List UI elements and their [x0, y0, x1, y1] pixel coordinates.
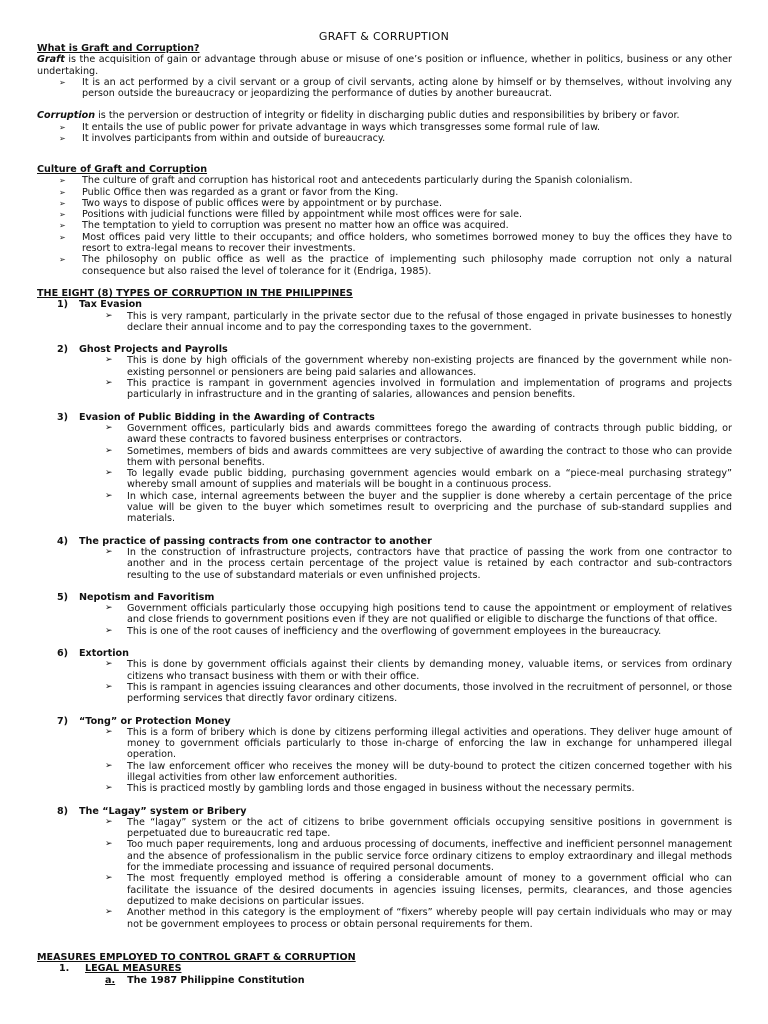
corruption-type-number: 2) — [57, 344, 69, 356]
intro-section — [37, 43, 732, 144]
bullet-point — [37, 355, 732, 378]
arrow-bullet-icon: ➢ — [105, 873, 113, 884]
corruption-def-text: is the perversion or destruction of integrity or fidelity in discharging public duties and responsibilities by bribery or favor. — [95, 110, 680, 122]
corruption-type-points — [37, 603, 732, 637]
bullet-text: This is a form of bribery which is done by citizens performing illegal activities and operations. They deliver huge amount of money to government officials particularly to those in-charge of enforcing the law in exchange for unhampered illegal operation. — [127, 726, 732, 761]
arrow-bullet-icon: ➢ — [59, 221, 66, 231]
graft-points — [37, 77, 732, 100]
corruption-type-number: 6) — [57, 648, 69, 660]
corruption-type-heading — [37, 648, 732, 659]
arrow-bullet-icon: ➢ — [105, 659, 113, 670]
corruption-points — [37, 122, 732, 145]
corruption-type-points — [37, 311, 732, 334]
corruption-type-heading — [37, 412, 732, 423]
corruption-type-title: Ghost Projects and Payrolls — [79, 344, 228, 356]
measures-heading: MEASURES EMPLOYED TO CONTROL GRAFT & CORRUPTION — [37, 952, 356, 963]
bullet-point — [37, 783, 732, 794]
corruption-type-title: Evasion of Public Bidding in the Awarding of Contracts — [79, 411, 375, 423]
bullet-point — [37, 491, 732, 525]
bullet-point — [37, 727, 732, 761]
arrow-bullet-icon: ➢ — [105, 726, 113, 737]
corruption-type-item — [37, 299, 732, 333]
arrow-bullet-icon: ➢ — [105, 355, 113, 366]
culture-section — [37, 164, 732, 277]
bullet-point — [37, 446, 732, 469]
corruption-term: Corruption — [37, 110, 96, 122]
corruption-type-heading — [37, 592, 732, 603]
bullet-point — [37, 311, 732, 334]
bullet-text: Most offices paid very little to their occupants; and office holders, who sometimes borrowed money to buy the offices they have to resort to extra-legal means to recover their investments. — [82, 231, 732, 255]
arrow-bullet-icon: ➢ — [105, 310, 113, 321]
arrow-bullet-icon: ➢ — [59, 77, 66, 87]
bullet-point — [37, 220, 732, 231]
arrow-bullet-icon: ➢ — [59, 134, 66, 144]
arrow-bullet-icon: ➢ — [105, 546, 113, 557]
bullet-text: It entails the use of public power for private advantage in ways which transgresses some formal rule of law. — [82, 121, 601, 133]
graft-def-text: is the acquisition of gain or advantage through abuse or misuse of one’s position or influence, whether in politics, business or any other undertaking. — [37, 54, 732, 77]
bullet-point — [37, 547, 732, 581]
bullet-text: Too much paper requirements, long and arduous processing of documents, ineffective and inefficient personnel management and the absence of professionalism in the public service force ordinary citizens to employ extraordinary and illegal methods for the immediate processing and issuance of required personal documents. — [127, 839, 732, 874]
corruption-type-title: “Tong” or Protection Money — [79, 715, 231, 727]
bullet-point — [37, 423, 732, 446]
corruption-type-points — [37, 547, 732, 581]
arrow-bullet-icon: ➢ — [59, 255, 66, 265]
document-title: GRAFT & CORRUPTION — [318, 30, 450, 43]
constitution-num: a. — [105, 974, 116, 986]
types-section — [37, 288, 732, 930]
culture-points — [37, 175, 732, 277]
corruption-type-points — [37, 659, 732, 704]
arrow-bullet-icon: ➢ — [59, 232, 66, 242]
corruption-type-points — [37, 727, 732, 795]
corruption-type-heading — [37, 299, 732, 310]
bullet-text: The temptation to yield to corruption was present no matter how an office was acquired. — [82, 220, 509, 232]
bullet-text: The culture of graft and corruption has historical root and antecedents particularly during the Spanish colonialism. — [82, 175, 633, 187]
bullet-text: Public Office then was regarded as a grant or favor from the King. — [82, 186, 399, 198]
bullet-point — [37, 626, 732, 637]
arrow-bullet-icon: ➢ — [105, 445, 113, 456]
corruption-type-heading — [37, 806, 732, 817]
bullet-text: Sometimes, members of bids and awards committees are very subjective of awarding the contract to those who can provide them with personal benefits. — [127, 445, 732, 468]
corruption-type-title: The “Lagay” system or Bribery — [79, 805, 247, 817]
bullet-text: Another method in this category is the employment of “fixers” whereby people will pay certain individuals who may or may not be government employees to process or obtain personal requirements for them. — [127, 907, 732, 930]
corruption-type-item — [37, 536, 732, 581]
legal-measures-item — [37, 963, 732, 974]
bullet-text: Government officials particularly those occupying high positions tend to cause the appointment or employment of relatives and close friends to government positions even if they are not qualified or eligible to discharge the functions of that office. — [127, 603, 732, 626]
corruption-type-item — [37, 412, 732, 525]
bullet-text: This is done by high officials of the government whereby non-existing projects are financed by the government while non-existing personnel or pensioners are being paid salaries and allowances. — [127, 355, 732, 378]
bullet-text: This is practiced mostly by gambling lords and those engaged in business without the necessary permits. — [127, 783, 635, 795]
arrow-bullet-icon: ➢ — [105, 783, 113, 794]
bullet-point — [37, 122, 732, 133]
bullet-point — [37, 873, 732, 907]
arrow-bullet-icon: ➢ — [59, 198, 66, 208]
bullet-point — [37, 209, 732, 220]
corruption-type-points — [37, 817, 732, 930]
bullet-point — [37, 187, 732, 198]
corruption-type-item — [37, 648, 732, 704]
constitution-title: The 1987 Philippine Constitution — [127, 974, 305, 986]
corruption-type-title: Nepotism and Favoritism — [79, 591, 215, 603]
graft-definition — [37, 54, 732, 77]
corruption-type-number: 8) — [57, 805, 69, 817]
bullet-text: Government offices, particularly bids and awards committees forego the awarding of contracts through public bidding, or award these contracts to favored business enterprises or contractors. — [127, 422, 732, 446]
bullet-text: This is done by government officials against their clients by demanding money, valuable items, or services from ordinary citizens who transact business with them or with their office. — [127, 659, 732, 682]
constitution-item — [37, 975, 732, 986]
bullet-point — [37, 232, 732, 255]
bullet-point — [37, 254, 732, 277]
bullet-text: The most frequently employed method is offering a considerable amount of money to a government official who can facilitate the issuance of the desired documents in agencies issuing licenses, permits, clearances, and those agencies deputized to make decisions on particular issues. — [127, 873, 732, 907]
bullet-text: Positions with judicial functions were filled by appointment while most offices were for sale. — [82, 209, 523, 221]
corruption-type-points — [37, 355, 732, 400]
bullet-text: To legally evade public bidding, purchasing government agencies would embark on a “piece-meal purchasing strategy” whereby small amount of supplies and materials will be bought in a continuous process. — [127, 468, 732, 491]
corruption-type-item — [37, 344, 732, 400]
corruption-type-number: 1) — [57, 299, 69, 311]
arrow-bullet-icon: ➢ — [105, 490, 113, 501]
corruption-type-title: The practice of passing contracts from one contractor to another — [79, 535, 432, 547]
arrow-bullet-icon: ➢ — [105, 839, 113, 850]
arrow-bullet-icon: ➢ — [59, 176, 66, 186]
bullet-point — [37, 682, 732, 705]
bullet-text: It involves participants from within and outside of bureaucracy. — [82, 133, 386, 145]
corruption-type-number: 4) — [57, 535, 69, 547]
arrow-bullet-icon: ➢ — [105, 422, 113, 433]
graft-term: Graft — [37, 54, 65, 66]
culture-heading: Culture of Graft and Corruption — [37, 164, 208, 175]
bullet-text: Two ways to dispose of public offices were by appointment or by purchase. — [82, 197, 443, 209]
bullet-point — [37, 603, 732, 626]
intro-heading: What is Graft and Corruption? — [37, 43, 200, 54]
bullet-point — [37, 77, 732, 100]
bullet-text: The “lagay” system or the act of citizens to bribe government officials occupying sensitive positions in government is perpetuated due to bureaucratic red tape. — [127, 816, 732, 840]
bullet-point — [37, 817, 732, 840]
arrow-bullet-icon: ➢ — [105, 681, 113, 692]
legal-measures-num: 1. — [59, 963, 70, 975]
corruption-type-item — [37, 592, 732, 637]
bullet-text: In which case, internal agreements between the buyer and the supplier is done whereby a certain percentage of the price value will be given to the buyer which sometimes result to overpricing and the purchase of sub-standard supplies and materials. — [127, 490, 732, 525]
bullet-point — [37, 659, 732, 682]
corruption-type-item — [37, 716, 732, 795]
legal-measures-title: LEGAL MEASURES — [85, 963, 182, 975]
bullet-text: The law enforcement officer who receives the money will be duty-bound to protect the citizen concerned together with his illegal activities from other law enforcement authorities. — [127, 760, 732, 783]
bullet-text: This is one of the root causes of inefficiency and the overflowing of government employees in the bureaucracy. — [127, 625, 662, 637]
bullet-text: This is rampant in agencies issuing clearances and other documents, those involved in the recruitment of personnel, or those performing services that directly favor ordinary citizens. — [127, 681, 732, 705]
corruption-type-heading — [37, 536, 732, 547]
arrow-bullet-icon: ➢ — [105, 378, 113, 389]
arrow-bullet-icon: ➢ — [105, 625, 113, 636]
corruption-type-number: 3) — [57, 411, 69, 423]
bullet-point — [37, 175, 732, 186]
corruption-definition — [37, 110, 732, 121]
bullet-point — [37, 468, 732, 491]
corruption-type-item — [37, 806, 732, 930]
arrow-bullet-icon: ➢ — [105, 907, 113, 918]
types-heading: THE EIGHT (8) TYPES OF CORRUPTION IN THE PHILIPPINES — [37, 288, 353, 299]
bullet-point — [37, 133, 732, 144]
arrow-bullet-icon: ➢ — [105, 603, 113, 614]
corruption-type-heading — [37, 344, 732, 355]
corruption-type-points — [37, 423, 732, 525]
corruption-type-title: Extortion — [79, 648, 129, 660]
corruption-type-number: 7) — [57, 715, 69, 727]
arrow-bullet-icon: ➢ — [105, 816, 113, 827]
types-list — [37, 299, 732, 930]
arrow-bullet-icon: ➢ — [105, 468, 113, 479]
corruption-type-heading — [37, 716, 732, 727]
bullet-text: This practice is rampant in government agencies involved in formulation and implementation of programs and projects particularly in infrastructure and in the granting of salaries, allowances and pension benefits. — [127, 378, 732, 401]
bullet-text: This is very rampant, particularly in the private sector due to the refusal of those engaged in private businesses to honestly declare their annual income and to pay the corresponding taxes to the government. — [127, 310, 732, 333]
bullet-text: It is an act performed by a civil servant or a group of civil servants, acting alone by himself or by themselves, without involving any person outside the bureaucracy or jeopardizing the performance of duties by another bureaucrat. — [82, 76, 732, 100]
bullet-point — [37, 907, 732, 930]
arrow-bullet-icon: ➢ — [59, 122, 66, 132]
corruption-type-number: 5) — [57, 591, 69, 603]
bullet-point — [37, 198, 732, 209]
arrow-bullet-icon: ➢ — [59, 210, 66, 220]
arrow-bullet-icon: ➢ — [105, 760, 113, 771]
corruption-type-title: Tax Evasion — [79, 299, 143, 311]
bullet-text: The philosophy on public office as well as the practice of implementing such philosophy made corruption not only a natural consequence but also raised the level of tolerance for it (Endriga, 1985). — [82, 254, 732, 277]
arrow-bullet-icon: ➢ — [59, 187, 66, 197]
bullet-point — [37, 761, 732, 784]
bullet-point — [37, 839, 732, 873]
bullet-text: In the construction of infrastructure projects, contractors have that practice of passing the work from one contractor to another and in the process certain percentage of the project value is retained by each contractor and sub-contractors resulting to the use of substandard materials or even unfinished projects. — [127, 546, 732, 581]
bullet-point — [37, 378, 732, 401]
measures-section — [37, 952, 732, 986]
